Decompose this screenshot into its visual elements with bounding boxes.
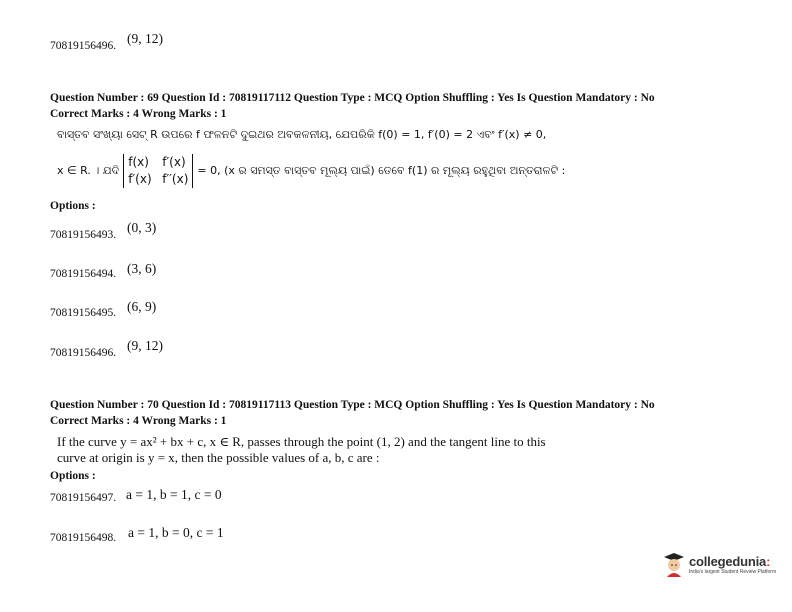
question-69-header: Question Number : 69 Question Id : 70819117112 Question Type : MCQ Option Shuffling : Yes Is Question Mandatory : No: [50, 92, 655, 104]
option-id: 70819156496.: [50, 40, 117, 52]
question-69-text-line1: ବାସ୍ତବ ସଂଖ୍ୟା ସେଟ୍ R ଉପରେ f ଫଳନଟି ଦୁଇଥର ଅବକଳନୀୟ, ଯେପରିକି f(0) = 1, f′(0) = 2 ଏବଂ f′(x) ≠ 0,: [57, 128, 547, 141]
option-value: (9, 12): [127, 338, 163, 353]
question-69-text-line2: [57, 154, 565, 188]
collegedunia-logo: [663, 551, 776, 577]
option-id: 70819156496.: [50, 347, 117, 359]
question-69-options-label: Options :: [50, 200, 96, 212]
option-value: (6, 9): [127, 299, 157, 314]
option-id: 70819156498.: [50, 532, 117, 544]
question-70-text-line2: curve at origin is y = x, then the possible values of a, b, c are :: [57, 450, 380, 465]
option-value: a = 1, b = 0, c = 1: [128, 525, 224, 540]
option-value: (9, 12): [127, 31, 163, 46]
question-69-line2-prefix: x ∈ R. । ଯଦି: [57, 164, 120, 177]
det-r1c2: f′(x): [162, 155, 186, 169]
question-70-text-line1: If the curve y = ax² + bx + c, x ∈ R, passes through the point (1, 2) and the tangent line to this: [57, 434, 546, 449]
option-id: 70819156493.: [50, 229, 117, 241]
det-r2c1: f′(x): [128, 172, 152, 186]
logo-name: collegedunia:: [689, 553, 771, 569]
det-r2c2: f′′(x): [162, 172, 189, 186]
option-id: 70819156495.: [50, 307, 117, 319]
question-70-header: Question Number : 70 Question Id : 70819117113 Question Type : MCQ Option Shuffling : Yes Is Question Mandatory : No: [50, 399, 655, 411]
option-value: (3, 6): [127, 261, 157, 276]
determinant: [123, 154, 193, 188]
question-69-marks: Correct Marks : 4 Wrong Marks : 1: [50, 108, 227, 120]
option-value: (0, 3): [127, 220, 157, 235]
option-id: 70819156494.: [50, 268, 117, 280]
question-70-marks: Correct Marks : 4 Wrong Marks : 1: [50, 415, 227, 427]
det-r1c1: f(x): [128, 155, 149, 169]
option-id: 70819156497.: [50, 492, 117, 504]
question-70-options-label: Options :: [50, 470, 96, 482]
question-69-line2-suffix: = 0, (x ର ସମସ୍ତ ବାସ୍ତବ ମୂଲ୍ୟ ପାଇଁ) ତେବେ f(1) ର ମୂଲ୍ୟ ରହୁଥିବା ଅନ୍ତରାଳଟି :: [197, 164, 566, 177]
graduate-icon: [663, 551, 685, 577]
logo-tagline: India's largest Student Review Platform: [689, 568, 777, 575]
option-value: a = 1, b = 1, c = 0: [126, 487, 222, 502]
